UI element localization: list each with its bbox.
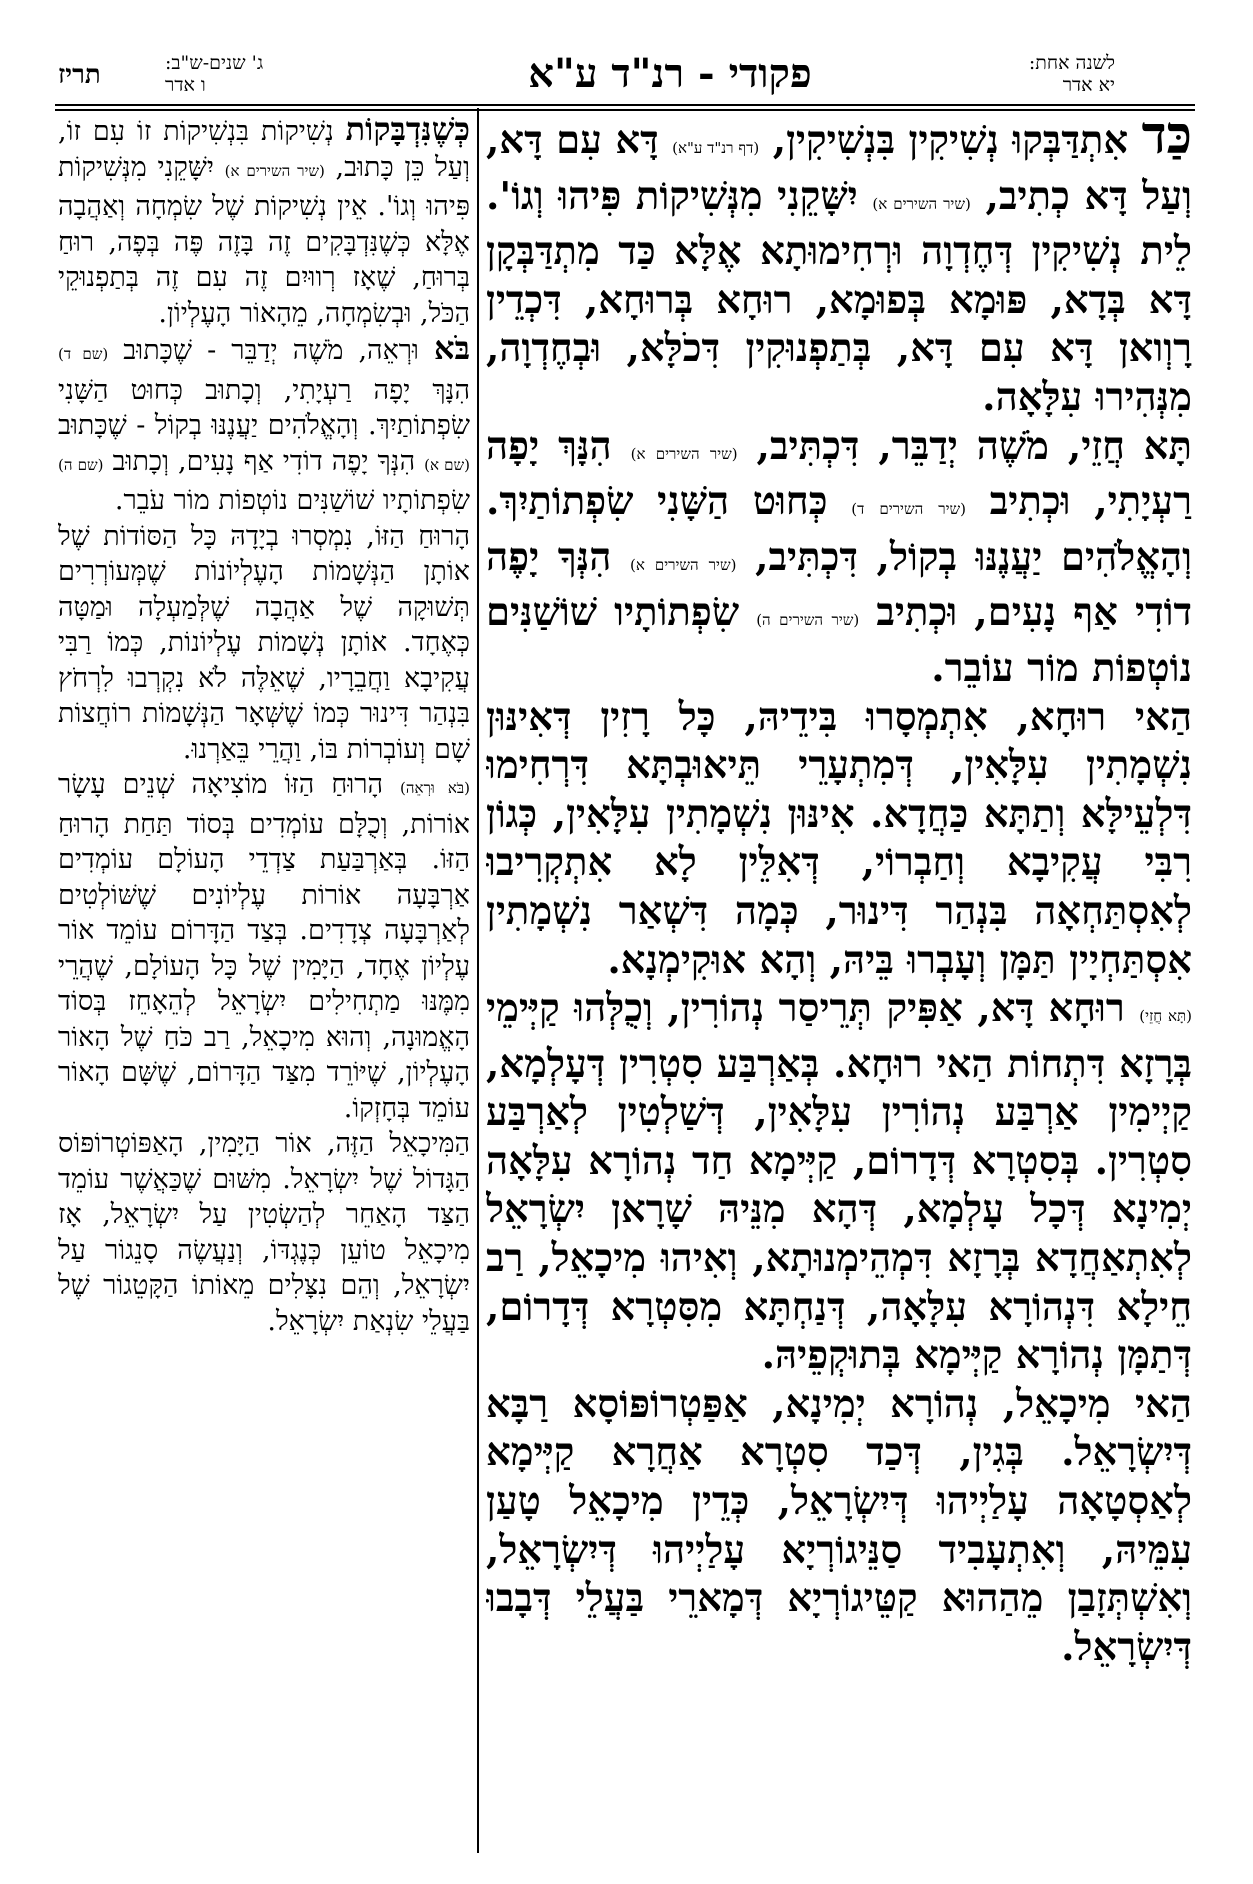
source-reference: (שיר השירים א): [630, 444, 738, 463]
opening-word: כַּד: [1141, 112, 1192, 166]
text-run: כְּחוּט הַשָּׁנִי שִׂפְתוֹתַיִךְ. וְהָאֱלֹהִים יַעֲנֶנּוּ בְקוֹל, דִּכְתִּיב,: [486, 479, 1192, 580]
header-divider-top: [55, 104, 1195, 106]
source-reference: (שיר השירים א): [630, 555, 737, 574]
text-run: הִנְּךָ יָפֶה דוֹדִי אַף נָעִים, וּכְתִיב: [486, 534, 1192, 636]
text-run: הִנָּךְ יָפָה רַעְיָתִי, וְכָתוּב כְּחוּט הַשָּׁנִי שִׂפְתוֹתַיִךְ. וְהָאֱלֹהִים יַעֲנֶנּוּ בְקוֹל - שֶׁכָּתוּב: [58, 374, 470, 441]
header-divider-bottom: [55, 109, 1195, 111]
side-paragraph-3: הָרוּחַ הַזּוֹ, נִמְסְרוּ בְיָדָהּ כָּל הַסּוֹדוֹת שֶׁל אוֹתָן הַנְּשָׁמוֹת הָעֶלְיוֹנוֹת שֶׁמְּעוֹרְרִים תְּשׁוּקָה שֶׁל אַהֲבָה שֶׁלְּמַעְלָה וּמַטָּה כְּאֶחָד. אוֹתָן נְשָׁמוֹת עֶלְיוֹנוֹת, כְּמוֹ רַבִּי עֲקִיבָא וַחֲבֵרָיו, שֶׁאֵלֶּה לֹא נִקְרְבוּ לִרְחֹץ בִּנְהַר דִּינוּר כְּמוֹ שֶׁשְּׁאָר הַנְּשָׁמוֹת רוֹחֲצוֹת שָׁם וְעוֹבְרוֹת בּוֹ, וַהֲרֵי בֵּאַרְנוּ.: [58, 520, 470, 765]
side-paragraph-5: הַמִּיכָאֵל הַזֶּה, אוֹר הַיָּמִין, הָאַפּוֹטְרוֹפּוֹס הַגָּדוֹל שֶׁל יִשְׂרָאֵל. מִשּׁוּם שֶׁכַּאֲשֶׁר עוֹמֵד הַצַּד הָאַחֵר לְהַשְׂטִין עַל יִשְׂרָאֵל, אָז מִיכָאֵל טוֹעֵן כְּנֶגְדּוֹ, וְנַעֲשֶׂה סָנֵגוֹר עַל יִשְׂרָאֵל, וְהֵם נִצָּלִים מֵאוֹתוֹ הַקָּטֵגוֹר שֶׁל בַּעֲלֵי שִׂנְאַת יִשְׂרָאֵל.: [58, 1128, 470, 1337]
main-aramaic-column: [486, 112, 1192, 1852]
opening-word: בֹּא: [434, 329, 470, 367]
source-reference: (בֹּא וּרְאֵה): [400, 779, 470, 797]
side-paragraph-1: [58, 112, 470, 331]
main-paragraph-1: [486, 112, 1192, 423]
column-divider: [477, 108, 479, 1853]
main-paragraph-2: [486, 423, 1192, 694]
source-reference: (שיר השירים א): [872, 194, 971, 213]
text-run: רוּחָא דָּא, אַפִּיק תְּרֵיסַר נְהוֹרִין, וְכֻלְּהוּ קַיְּימֵי בְּרָזָא דִּתְחוֹת הַאי רוּחָא. בְּאַרְבַּע סִטְרִין דְּעָלְמָא, קַיְימִין אַרְבַּע נְהוֹרִין עִלָּאִין, דְּשַׁלְטִין לְאַרְבַּע סִטְרִין. בְּסִטְרָא דְּדָרוֹם, קַיְּימָא חַד נְהוֹרָא עִלָּאָה יְמִינָא דְּכָל עָלְמָא, דְּהָא מִנֵּיהּ שָׁרָאן יִשְׂרָאֵל לְאִתְאַחֲדָא בְּרָזָא דִּמְהֵימְנוּתָא, וְאִיהוּ מִיכָאֵל, רַב חֵילָא דִּנְהוֹרָא עִלָּאָה, דְּנַחְתָּא מִסִּטְרָא דְּדָרוֹם, דְּתַמָּן נְהוֹרָא קַיְּימָא בְּתוּקְפֵיהּ.: [486, 986, 1192, 1379]
text-run: הָרוּחַ הַזּוֹ מוֹצִיאָה שְׁנֵים עָשָׂר אוֹרוֹת, וְכֻלָּם עוֹמְדִים בְּסוֹד תַּחַת הָרוּחַ הַזּוֹ. בְּאַרְבַּעַת צַדְדֵי הָעוֹלָם עוֹמְדִים אַרְבָּעָה אוֹרוֹת עֶלְיוֹנִים שֶׁשּׁוֹלְטִים לְאַרְבָּעָה צְדָדִים. בְּצַד הַדָּרוֹם עוֹמֵד אוֹר עֶלְיוֹן אֶחָד, הַיָּמִין שֶׁל כָּל הָעוֹלָם, שֶׁהֲרֵי מִמֶּנּוּ מַתְחִילִים יִשְׂרָאֵל לְהֵאָחֵז בְּסוֹד הָאֱמוּנָה, וְהוּא מִיכָאֵל, רַב כֹּחַ שֶׁל הָאוֹר הָעֶלְיוֹן, שֶׁיּוֹרֵד מִצַּד הַדָּרוֹם, שֶׁשָּׁם הָאוֹר עוֹמֵד בְּחָזְקוֹ.: [58, 769, 470, 1124]
source-reference: (דף רנ"ד ע"א): [672, 139, 760, 157]
text-run: יִשָּׁקֵנִי מִנְּשִׁיקוֹת פִּיהוּ וְגוֹ'. אֵין נְשִׁיקוֹת שֶׁל שִׂמְחָה וְאַהֲבָה אֶלָּא כְּשֶׁנִּדְבָּקִים זֶה בָּזֶה פֶּה בְּפֶה, רוּחַ בְּרוּחַ, שֶׁאָז רְווּיִם זֶה עִם זֶה בְּתַפְנוּקֵי הַכֹּל, וּבְשִׂמְחָה, מֵהָאוֹר הָעֶלְיוֹן.: [58, 151, 470, 329]
text-run: שִׂפְתוֹתָיו שׁוֹשַׁנִּים נוֹטְפוֹת מוֹר עֹבֵר.: [114, 485, 470, 516]
header-study-date-three-years: ו אדר: [165, 74, 206, 96]
text-run: יִשָּׁקֵנִי מִנְּשִׁיקוֹת פִּיהוּ וְגוֹ'. לֵית נְשִׁיקִין דְּחֶדְוָה וּרְחִימוּתָא אֶלָּא כַּד מִתְדַּבְּקָן דָּא בְּדָא, פּוּמָא בְּפוּמָא, רוּחָא בְּרוּחָא, דִּכְדֵין רָוְואן דָּא עִם דָּא, בְּתַפְנוּקִין דִּכֹלָּא, וּבְחֶדְוָה, מִנְּהִירוּ עִלָּאָה.: [486, 173, 1192, 420]
source-reference: (שיר השירים ה): [756, 611, 860, 630]
source-reference: (שיר השירים א): [224, 161, 325, 180]
source-reference: (שם ד): [58, 345, 109, 363]
source-reference: (שם ה): [58, 455, 104, 474]
source-reference: (שיר השירים ד): [851, 500, 967, 519]
source-reference: (שם א): [424, 455, 470, 474]
main-paragraph-4: [486, 985, 1192, 1381]
header-study-plan-three-years: ג' שנים-ש"ב:: [165, 52, 264, 74]
main-paragraph-3: הַאי רוּחָא, אִתְמְסָרוּ בִּידֵיהּ, כָּל רָזִין דְּאִינּוּן נִשְׁמָתִין עִלָּאִין, דְּמִתְעָרֵי תֵּיאוּבְתָּא דִּרְחִימוּ דִּלְעֵילָּא וְתַתָּא כַּחֲדָא. אִינּוּן נִשְׁמָתִין עִלָּאִין, כְּגוֹן רִבִּי עֲקִיבָא וְחַבְרוֹי, דְּאִלֵּין לָא אִתְקְרִיבוּ לְאִסְתַּחְאָה בִּנְהַר דִּינוּר, כְּמָה דִּשְׁאַר נִשְׁמָתִין אִסְתַּחְיָין תַּמָּן וְעָבְרוּ בֵּיהּ, וְהָא אוּקִימְנָא.: [486, 694, 1192, 983]
text-run: שִׂפְתוֹתָיו שׁוֹשַׁנִּים נוֹטְפוֹת מוֹר עוֹבֵר.: [486, 590, 1192, 691]
page-number: תריז: [58, 60, 101, 90]
header-study-plan-one-year: לשנה אחת:: [1028, 52, 1115, 74]
text-run: וּרְאֵה, מֹשֶׁה יְדַבֵּר - שֶׁכָּתוּב: [108, 335, 435, 366]
text-run: אִתְדַּבְּקוּ נְשִׁיקִין בִּנְשִׁיקִין,: [759, 118, 1142, 163]
header-study-date-one-year: יא אדר: [1062, 74, 1115, 96]
page-title: פקודי - רנ"ד ע"א: [528, 50, 812, 97]
text-run: דָּא עִם דָּא, וְעַל דָּא כְתִיב,: [486, 118, 1192, 219]
text-run: הִנְּךָ יָפֶה דוֹדִי אַף נָעִים, וְכָתוּב: [103, 445, 425, 477]
main-paragraph-5: הַאי מִיכָאֵל, נְהוֹרָא יְמִינָא, אַפַּטְרוֹפּוֹסָא רַבָּא דְּיִשְׂרָאֵל. בְּגִין, דְּכַד סִטְרָא אַחֲרָא קַיְּימָא לְאַסְטָאָה עָלַיְיהוּ דְּיִשְׂרָאֵל, כְּדֵין מִיכָאֵל טָעַן עִמֵּיהּ, וְאִתְעָבִיד סַנֵּיגוֹרְיָא עָלַיְיהוּ דְּיִשְׂרָאֵל, וְאִשְׁתְּזָבַן מֵהַהוּא קַטֵּיגוֹרְיָא דְּמָארֵי בַּעֲלֵי דְּבָבוּ דְּיִשְׂרָאֵל.: [486, 1381, 1192, 1670]
opening-word: כְּשֶׁנִּדְבָּקוֹת: [345, 112, 470, 148]
side-paragraph-2: [58, 331, 470, 519]
hebrew-translation-column: [58, 112, 470, 1852]
text-run: נְשִׁיקוֹת בִּנְשִׁיקוֹת זוֹ עִם זוֹ, וְעַל כֵּן כָּתוּב,: [58, 116, 470, 183]
side-paragraph-4: [58, 767, 470, 1126]
text-run: תָּא חֲזֵי, מֹשֶׁה יְדַבֵּר, דִּכְתִּיב,: [737, 423, 1192, 469]
text-run: הִנָּךְ יָפָה רַעְיָתִי, וּכְתִיב: [486, 423, 1192, 525]
source-reference: (תָּא חֲזֵי): [1139, 1007, 1192, 1026]
